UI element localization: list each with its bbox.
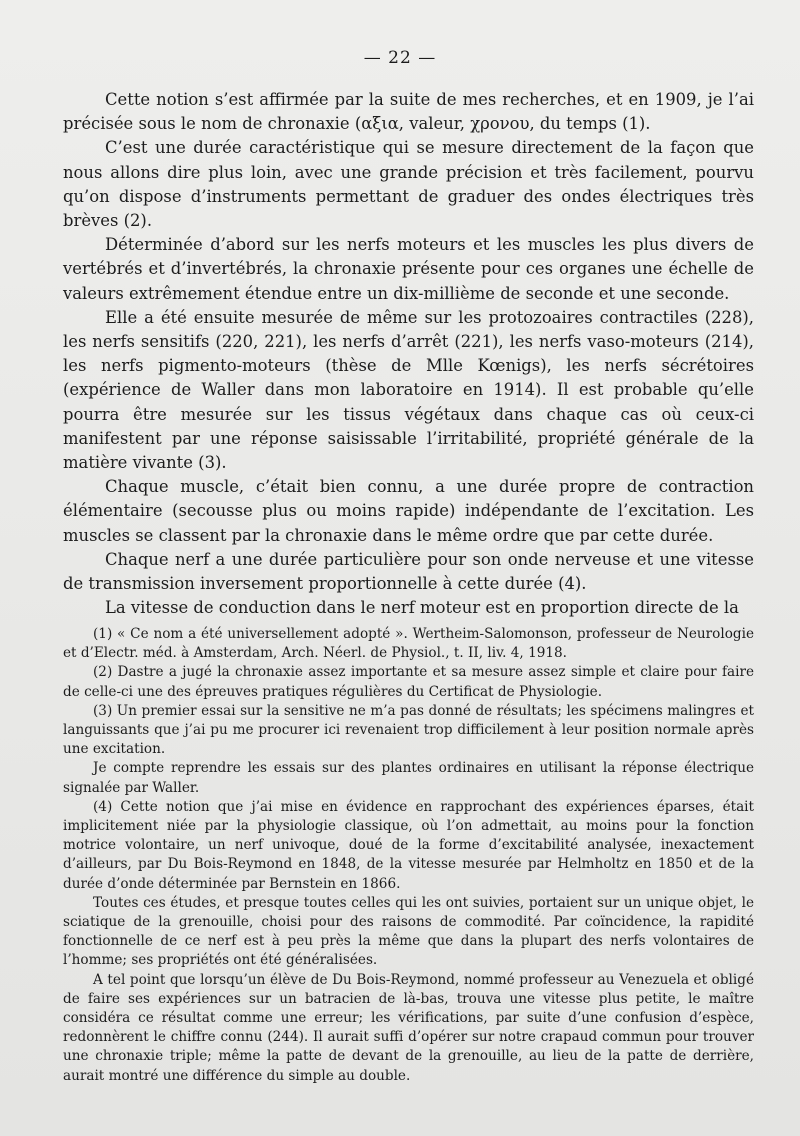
paragraph: Déterminée d’abord sur les nerfs moteurs et les muscles les plus divers de vertébrés et d’invertébrés, la chronaxie présente pour ces organes une échelle de valeurs extrêmement étendue entre un dix-millième de seconde et une seconde. xyxy=(63,235,754,303)
footnote: Je compte reprendre les essais sur des plantes ordinaires en utilisant la réponse électrique signalée par Waller. xyxy=(63,760,754,796)
footnote: (2) Dastre a jugé la chronaxie assez importante et sa mesure assez simple et claire pour faire de celle-ci une des épreuves pratiques régulières du Certificat de Physiologie. xyxy=(63,664,754,700)
footnote: Toutes ces études, et presque toutes celles qui les ont suivies, portaient sur un unique objet, le sciatique de la grenouille, choisi pour des raisons de commodité. Par coïncidence, la rapidité fonctionnelle de ce nerf est à peu près la même que dans la plupart des nerfs volontaires de l’homme; ses propriétés ont été généralisées. xyxy=(63,894,754,969)
page-number: — 22 — xyxy=(363,48,437,68)
footnote: A tel point que lorsqu’un élève de Du Bois-Reymond, nommé professeur au Venezuela et obligé de faire ses expériences sur un batracien de là-bas, trouva une vitesse plus petite, le maître considéra ce résultat comme une erreur; les vérifications, par suite d’une confusion d’espèce, redonnèrent le chiffre connu (244). Il aurait suffi d’opérer sur notre crapaud commun pour trouver une chronaxie triple; même la patte de devant de la grenouille, au lieu de la patte de derrière, aurait montré une différence du simple au double. xyxy=(63,971,754,1084)
paragraph: Chaque muscle, c’était bien connu, a une durée propre de contraction élémentaire (secousse plus ou moins rapide) indépendante de l’excitation. Les muscles se classent par la chronaxie dans le même ordre que par cette durée. xyxy=(63,477,754,545)
footnote: (3) Un premier essai sur la sensitive ne m’a pas donné de résultats; les spécimens malingres et languissants que j’ai pu me procurer ici revenaient trop difficilement à leur position normale après une excitation. xyxy=(63,702,754,758)
footnote: (1) « Ce nom a été universellement adopté ». Wertheim-Salomonson, professeur de Neurologie et d’Electr. méd. à Amsterdam, Arch. Néerl. de Physiol., t. II, liv. 4, 1918. xyxy=(63,626,754,662)
footnotes xyxy=(63,625,754,1086)
footnote: (4) Cette notion que j’ai mise en évidence en rapprochant des expériences éparses, était implicitement niée par la physiologie classique, où l’on admettait, au moins pour la fonction motrice volontaire, un nerf univoque, doué de la forme d’excitabilité analysée, inexactement d’ailleurs, par Du Bois-Reymond en 1848, de la vitesse mesurée par Helmholtz en 1850 et de la durée d’onde déterminée par Bernstein en 1866. xyxy=(63,798,754,892)
paragraph: La vitesse de conduction dans le nerf moteur est en proportion directe de la xyxy=(105,598,739,618)
paragraph: Chaque nerf a une durée particulière pour son onde nerveuse et une vitesse de transmission inversement proportionnelle à cette durée (4). xyxy=(63,549,754,594)
body-text xyxy=(63,88,754,620)
paragraph: Elle a été ensuite mesurée de même sur les protozoaires contractiles (228), les nerfs sensitifs (220, 221), les nerfs d’arrêt (221), les nerfs vaso-moteurs (214), les nerfs pigmento-moteurs (thèse de Mlle Kœnigs), les nerfs sécrétoires (expérience de Waller dans mon laboratoire en 1914). Il est probable qu’elle pourra être mesurée sur les tissus végétaux dans chaque cas où ceux-ci manifestent par une réponse saisissable l’irritabilité, propriété générale de la matière vivante (3). xyxy=(63,307,754,473)
paragraph: Cette notion s’est affirmée par la suite de mes recherches, et en 1909, je l’ai précisée sous le nom de chronaxie (αξια, valeur, χρονου, du temps (1). xyxy=(63,90,754,134)
paragraph: C’est une durée caractéristique qui se mesure directement de la façon que nous allons dire plus loin, avec une grande précision et très facilement, pourvu qu’on dispose d’instruments permettant de graduer des ondes électriques très brèves (2). xyxy=(63,138,754,231)
